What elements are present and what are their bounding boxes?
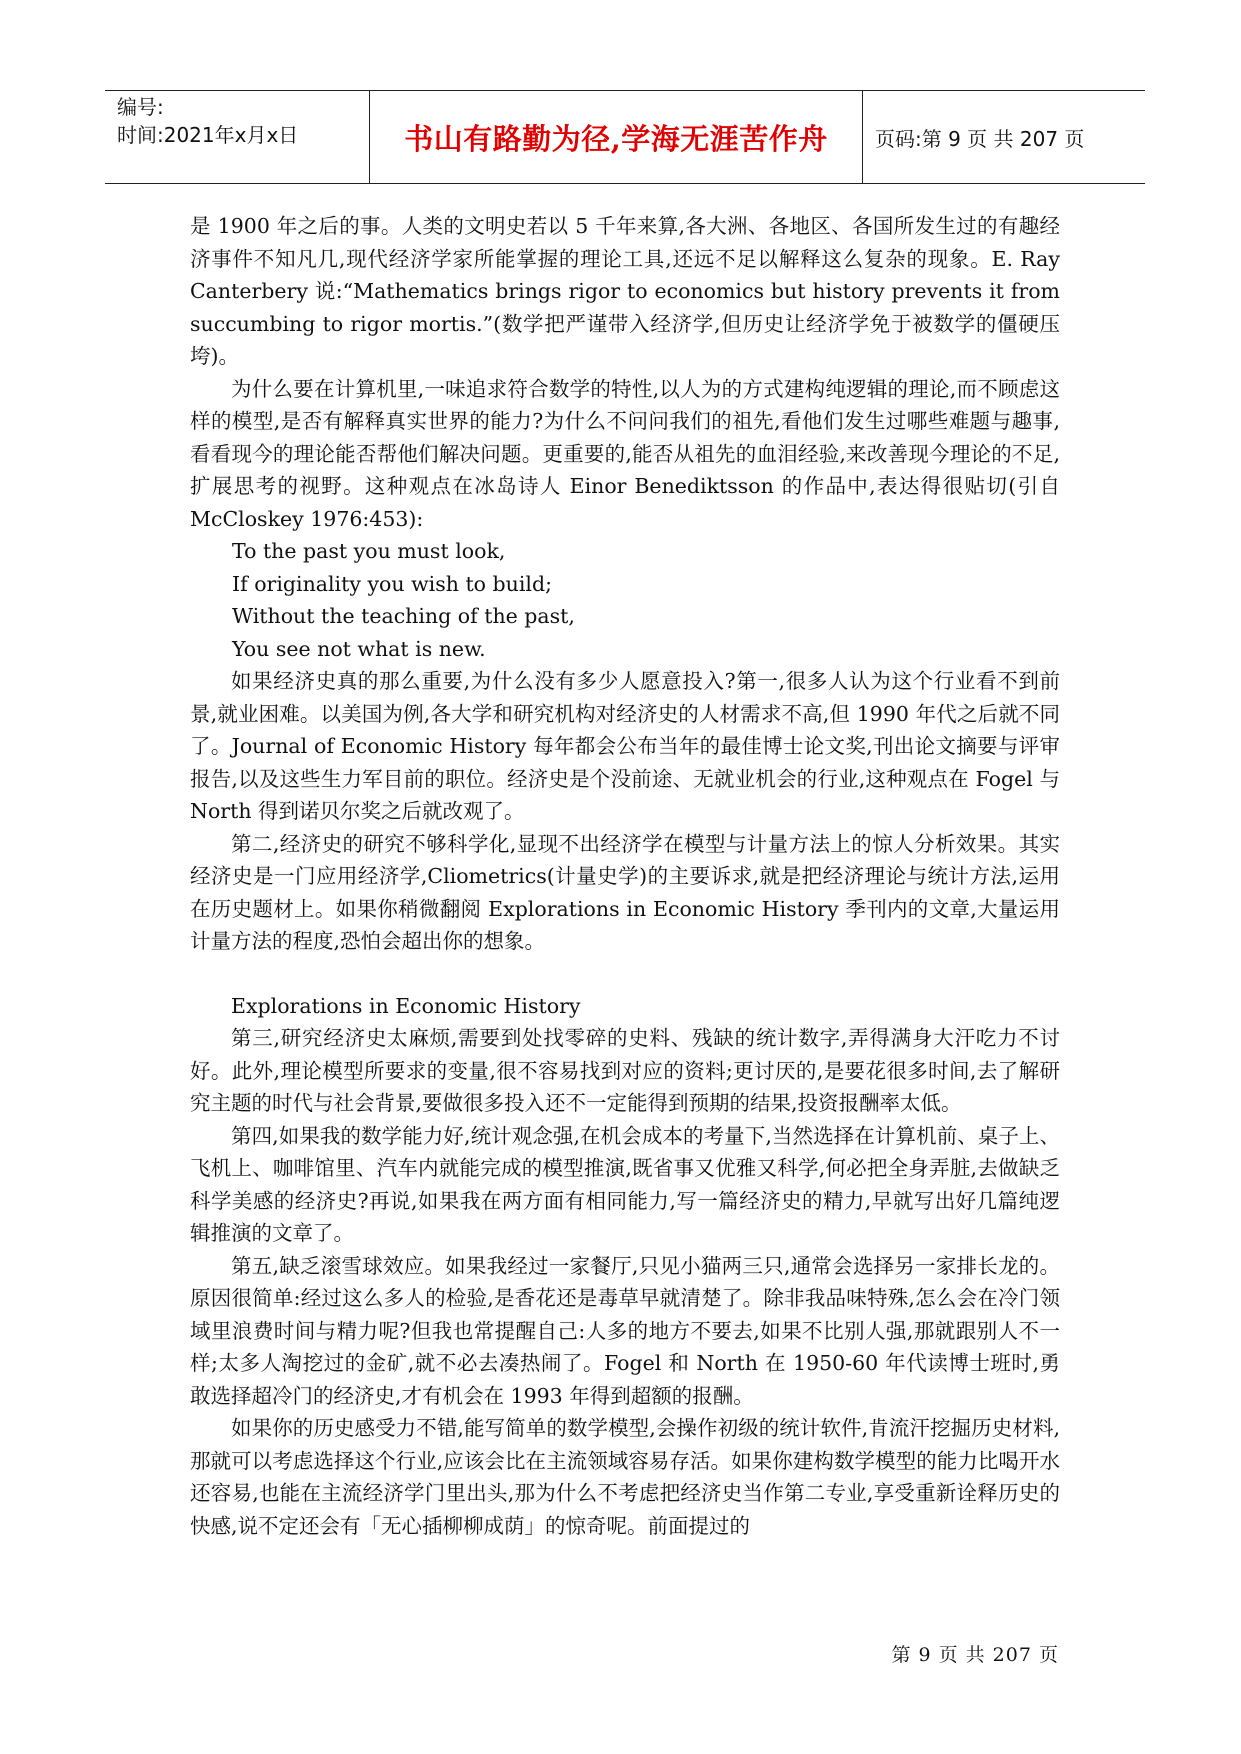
page-footer: 第 9 页 共 207 页 xyxy=(891,1644,1059,1666)
header-page-label: 页码:第 9 页 共 207 页 xyxy=(875,126,1085,151)
poem-line: Without the teaching of the past, xyxy=(232,604,575,628)
section-label: Explorations in Economic History xyxy=(231,993,581,1018)
document-body xyxy=(190,210,1060,1542)
paragraph: 如果你的历史感受力不错,能写简单的数学模型,会操作初级的统计软件,肯流汗挖掘历史材料,那就可以考虑选择这个行业,应该会比在主流领域容易存活。如果你建构数学模型的能力比喝开水还容易,也能在主流经济学门里出头,那为什么不考虑把经济史当作第二专业,享受重新诠释历史的快感,说不定还会有「无心插柳柳成荫」的惊奇呢。前面提过的 xyxy=(190,1416,1060,1538)
document-header xyxy=(105,90,1145,184)
poem-line: To the past you must look, xyxy=(232,539,506,563)
paragraph: 第四,如果我的数学能力好,统计观念强,在机会成本的考量下,当然选择在计算机前、桌子上、飞机上、咖啡馆里、汽车内就能完成的模型推演,既省事又优雅又科学,何必把全身弄脏,去做缺乏科学美感的经济史?再说,如果我在两方面有相同能力,写一篇经济史的精力,早就写出好几篇纯逻辑推演的文章了。 xyxy=(190,1123,1060,1245)
paragraph: 如果经济史真的那么重要,为什么没有多少人愿意投入?第一,很多人认为这个行业看不到前景,就业困难。以美国为例,各大学和研究机构对经济史的人材需求不高,但 1990 年代之后就不同了。Journal of Economic History 每年都会公布当年的最佳博士论文奖,刊出论文摘要与评审报告,以及这些生力军目前的职位。经济史是个没前途、无就业机会的行业,这种观点在 Fogel 与 North 得到诺贝尔奖之后就改观了。 xyxy=(190,669,1060,823)
header-number-label: 编号: xyxy=(117,95,164,119)
header-motto: 书山有路勤为径,学海无涯苦作舟 xyxy=(404,121,828,156)
header-divider xyxy=(862,91,863,183)
header-meta xyxy=(117,93,367,149)
paragraph: 为什么要在计算机里,一味追求符合数学的特性,以人为的方式建构纯逻辑的理论,而不顾虑这样的模型,是否有解释真实世界的能力?为什么不问问我们的祖先,看他们发生过哪些难题与趣事,看看现今的理论能否帮他们解决问题。更重要的,能否从祖先的血泪经验,来改善现今理论的不足,扩展思考的视野。这种观点在冰岛诗人 Einor Benediktsson 的作品中,表达得很贴切(引自 McCloskey 1976:453): xyxy=(190,376,1060,531)
paragraph: 第三,研究经济史太麻烦,需要到处找零碎的史料、残缺的统计数字,弄得满身大汗吃力不讨好。此外,理论模型所要求的变量,很不容易找到对应的资料;更讨厌的,是要花很多时间,去了解研究主题的时代与社会背景,要做很多投入还不一定能得到预期的结果,投资报酬率太低。 xyxy=(190,1026,1060,1115)
poem-line: If originality you wish to build; xyxy=(232,571,553,596)
paragraph: 第二,经济史的研究不够科学化,显现不出经济学在模型与计量方法上的惊人分析效果。其实经济史是一门应用经济学,Cliometrics(计量史学)的主要诉求,就是把经济理论与统计方法,运用在历史题材上。如果你稍微翻阅 Explorations in Economic History 季刊内的文章,大量运用计量方法的程度,恐怕会超出你的想象。 xyxy=(190,831,1060,953)
header-time-label: 时间:2021年x月x日 xyxy=(117,123,299,147)
poem-line: You see not what is new. xyxy=(232,636,486,661)
paragraph-gap xyxy=(190,958,1060,990)
paragraph: 是 1900 年之后的事。人类的文明史若以 5 千年来算,各大洲、各地区、各国所发生过的有趣经济事件不知凡几,现代经济学家所能掌握的理论工具,还远不足以解释这么复杂的现象。E. Ray Canterbery 说:“Mathematics brings rigor to economics but history prevents it from succumbing to rigor mortis.”(数学把严谨带入经济学,但历史让经济学免于被数学的僵硬压垮)。 xyxy=(190,214,1060,368)
paragraph: 第五,缺乏滚雪球效应。如果我经过一家餐厅,只见小猫两三只,通常会选择另一家排长龙的。原因很简单:经过这么多人的检验,是香花还是毒草早就清楚了。除非我品味特殊,怎么会在冷门领域里浪费时间与精力呢?但我也常提醒自己:人多的地方不要去,如果不比别人强,那就跟别人不一样;太多人淘挖过的金矿,就不必去凑热闹了。Fogel 和 North 在 1950-60 年代读博士班时,勇敢选择超冷门的经济史,才有机会在 1993 年得到超额的报酬。 xyxy=(190,1253,1060,1408)
